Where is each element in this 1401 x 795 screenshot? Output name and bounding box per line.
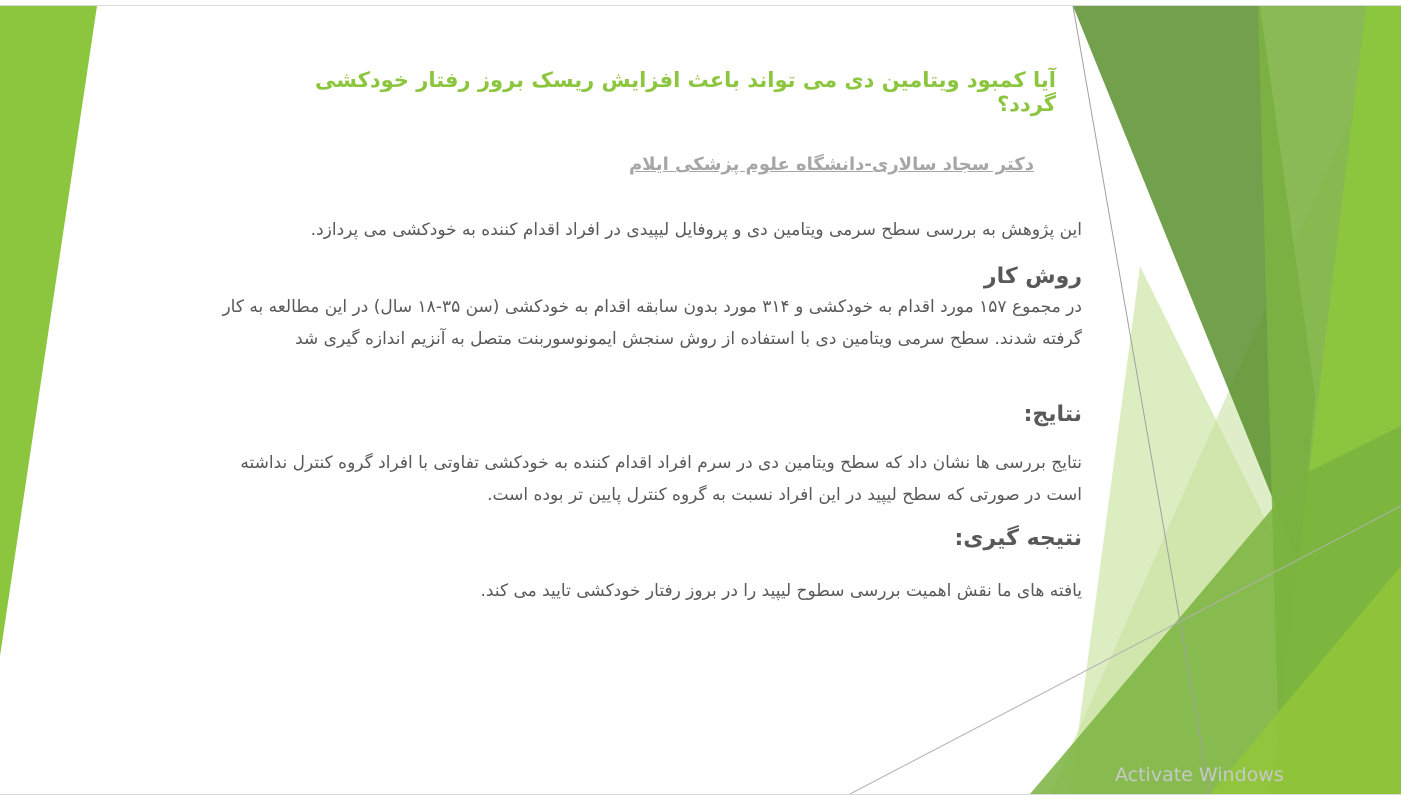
results-heading: نتایج: [1023, 402, 1082, 427]
slide-title: آیا کمبود ویتامین دی می تواند باعث افزایش ریسک بروز رفتار خودکشی گردد؟ [315, 68, 1056, 116]
slide [0, 5, 1401, 795]
method-heading: روش کار [983, 264, 1082, 289]
results-paragraph: نتایج بررسی ها نشان داد که سطح ویتامین دی در سرم افراد اقدام کننده به خودکشی تفاوتی با افراد گروه کنترل نداشته است در صورتی که سطح لیپید در این افراد نسبت به گروه کنترل پایین تر بوده است. [240, 453, 1082, 505]
activate-windows-watermark: Activate Windows [1115, 764, 1284, 786]
author-line: دکتر سجاد سالاری-دانشگاه علوم پزشکی ایلام [628, 154, 1034, 175]
left-green-shape [0, 6, 97, 656]
slide-content [200, 6, 1082, 794]
conclusion-heading: نتیجه گیری: [954, 526, 1082, 551]
method-paragraph: در مجموع ۱۵۷ مورد اقدام به خودکشی و ۳۱۴ مورد بدون سابقه اقدام به خودکشی (سن ۳۵-۱۸ سال) در این مطالعه به کار گرفته شدند. سطح سرمی ویتامین دی با استفاده از روش سنجش ایمونوسوربنت متصل به آنزیم اندازه گیری شد [222, 297, 1082, 349]
conclusion-paragraph: یافته های ما نقش اهمیت بررسی سطوح لیپید را در بروز رفتار خودکشی تایید می کند. [480, 581, 1082, 601]
intro-paragraph: این پژوهش به بررسی سطح سرمی ویتامین دی و پروفایل لیپیدی در افراد اقدام کننده به خودکشی می پردازد. [310, 220, 1082, 240]
